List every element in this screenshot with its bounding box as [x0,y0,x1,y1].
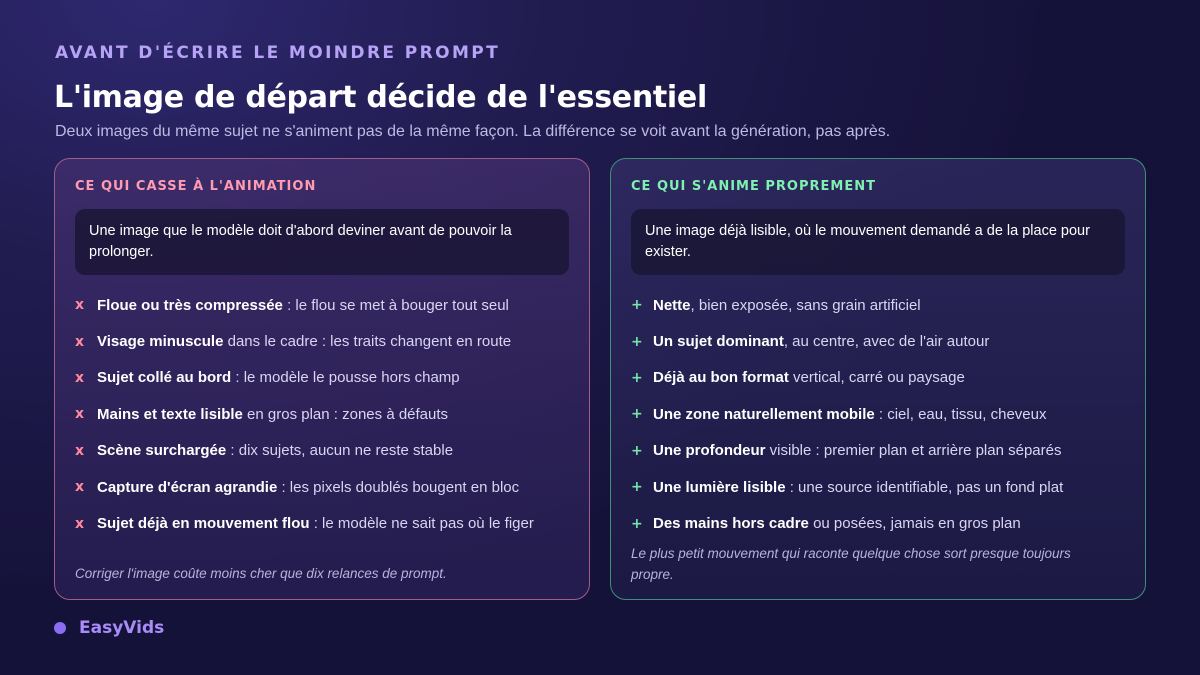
good-item-bold: Nette [653,296,691,314]
bad-list-item [75,323,569,359]
good-item-bold: Un sujet dominant [653,333,784,351]
bad-item-text: : les pixels doublés bougent en bloc [277,478,520,496]
bad-item-bold: Capture d'écran agrandie [97,478,278,496]
page-subtitle: Deux images du même sujet ne s'animent pas de la même façon. La différence se voit avant la génération, pas après. [55,123,891,140]
bad-list-item [75,396,569,432]
good-list-item [631,360,1125,396]
plus-icon: + [631,442,643,459]
good-item-bold: Déjà au bon format [653,369,789,387]
bad-image-card [54,158,590,600]
good-card-heading: CE QUI S'ANIME PROPREMENT [631,179,876,194]
good-list-item [631,433,1125,469]
cross-icon: x [75,333,85,350]
bad-card-footnote: Corriger l'image coûte moins cher que dix relances de prompt. [75,566,447,581]
page-title: L'image de départ décide de l'essentiel [54,80,707,115]
bad-item-bold: Floue ou très compressée [97,296,283,314]
bad-item-bold: Sujet déjà en mouvement flou [97,515,310,533]
cross-icon: x [75,479,85,496]
brand-name: EasyVids [79,618,165,638]
bad-item-bold: Mains et texte lisible [97,405,243,423]
good-list-item [631,469,1125,505]
good-item-text: visible : premier plan et arrière plan séparés [765,442,1062,460]
good-item-text: , bien exposée, sans grain artificiel [690,296,921,314]
good-list-item [631,396,1125,432]
good-list-item [631,505,1125,541]
eyebrow-label: AVANT D'ÉCRIRE LE MOINDRE PROMPT [55,43,501,63]
good-item-bold: Une lumière lisible [653,478,786,496]
bad-item-bold: Sujet collé au bord [97,369,232,387]
good-item-bold: Une profondeur [653,442,766,460]
cross-icon: x [75,442,85,459]
plus-icon: + [631,369,643,386]
bad-item-text: : le flou se met à bouger tout seul [282,296,509,314]
bad-list-item [75,287,569,323]
bad-item-bold: Scène surchargée [97,442,227,460]
bad-item-text: dans le cadre : les traits changent en route [223,333,512,351]
bad-list-item [75,469,569,505]
plus-icon: + [631,406,643,423]
good-item-text: vertical, carré ou paysage [788,369,965,387]
brand-footer [54,618,164,638]
good-list-item [631,323,1125,359]
good-item-text: : une source identifiable, pas un fond plat [785,478,1064,496]
good-item-text: , au centre, avec de l'air autour [783,333,990,351]
bad-card-heading: CE QUI CASSE À L'ANIMATION [75,179,317,194]
bad-item-text: : le modèle le pousse hors champ [231,369,460,387]
good-item-bold: Des mains hors cadre [653,515,809,533]
good-list-item [631,287,1125,323]
plus-icon: + [631,479,643,496]
bad-list-item [75,433,569,469]
good-items-list [631,287,1125,542]
good-item-bold: Une zone naturellement mobile [653,405,875,423]
cross-icon: x [75,297,85,314]
bad-item-text: : le modèle ne sait pas où le figer [309,515,534,533]
bad-item-text: en gros plan : zones à défauts [242,405,449,423]
good-image-card [610,158,1146,600]
bad-item-text: : dix sujets, aucun ne reste stable [226,442,454,460]
bad-list-item [75,360,569,396]
good-card-intro: Une image déjà lisible, où le mouvement demandé a de la place pour exister. [631,209,1125,275]
cross-icon: x [75,369,85,386]
plus-icon: + [631,515,643,532]
bad-items-list [75,287,569,542]
brand-dot-icon [54,622,66,634]
good-item-text: ou posées, jamais en gros plan [808,515,1021,533]
bad-card-intro: Une image que le modèle doit d'abord deviner avant de pouvoir la prolonger. [75,209,569,275]
bad-list-item [75,505,569,541]
good-card-footnote: Le plus petit mouvement qui raconte quelque chose sort presque toujours propre. [631,546,1071,582]
plus-icon: + [631,297,643,314]
bad-item-bold: Visage minuscule [97,333,224,351]
cross-icon: x [75,406,85,423]
cross-icon: x [75,515,85,532]
good-item-text: : ciel, eau, tissu, cheveux [874,405,1047,423]
plus-icon: + [631,333,643,350]
